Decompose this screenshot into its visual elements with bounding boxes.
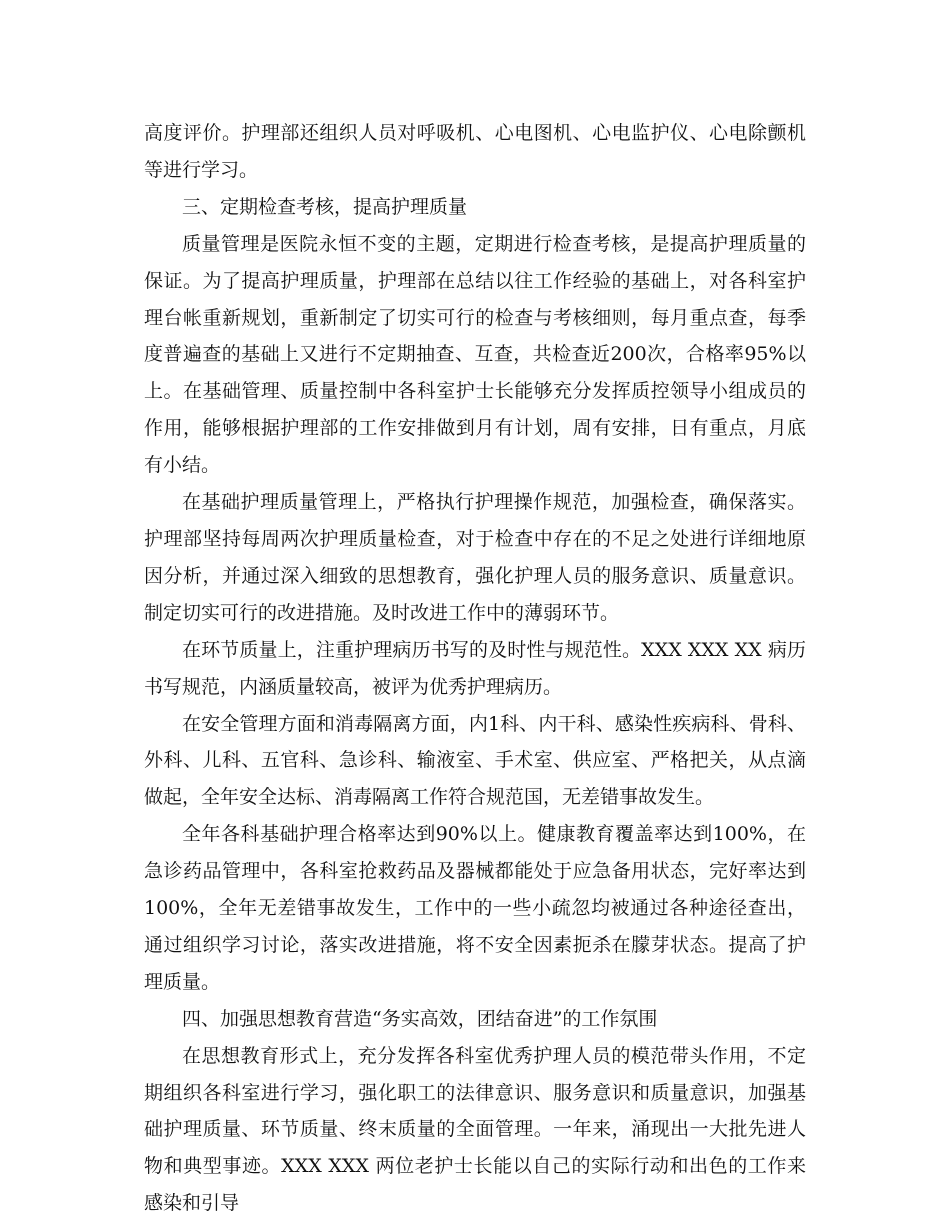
paragraph-annual-rates: 全年各科基础护理合格率达到90%以上。健康教育覆盖率达到100%，在急诊药品管理中，各科室抢救药品及器械都能处于应急备用状态，完好率达到100%，全年无差错事故发生，工作中的一些小疏忽均被通过各种途径查出，通过组织学习讨论，落实改进措施，将不安全因素扼杀在朦芽状态。提高了护理质量。 xyxy=(144,823,806,993)
paragraph-ideological-education: 在思想教育形式上，充分发挥各科室优秀护理人员的模范带头作用，不定期组织各科室进行学习，强化职工的法律意识、服务意识和质量意识，加强基础护理质量、环节质量、终末质量的全面管理。一年来，涌现出一大批先进人物和典型事迹。XXX XXX 两位老护士长能以自己的实际行动和出色的工作来感染和引导 xyxy=(144,1044,806,1215)
document-body xyxy=(144,115,806,1222)
paragraph-safety-management: 在安全管理方面和消毒隔离方面，内1科、内干科、感染性疾病科、骨科、外科、儿科、五官科、急诊科、输液室、手术室、供应室、严格把关，从点滴做起，全年安全达标、消毒隔离工作符合规范国，无差错事故发生。 xyxy=(144,712,806,809)
paragraph-continuation: 高度评价。护理部还组织人员对呼吸机、心电图机、心电监护仪、心电除颤机等进行学习。 xyxy=(144,122,806,181)
paragraph-link-quality: 在环节质量上，注重护理病历书写的及时性与规范性。XXX XXX XX 病历书写规范，内涵质量较高，被评为优秀护理病历。 xyxy=(144,638,806,698)
paragraph-quality-management: 质量管理是医院永恒不变的主题，定期进行检查考核，是提高护理质量的保证。为了提高护理质量，护理部在总结以往工作经验的基础上，对各科室护理台帐重新规划，重新制定了切实可行的检查与考核细则，每月重点查，每季度普遍查的基础上又进行不定期抽查、互查，共检查近200次，合格率95%以上。在基础管理、质量控制中各科室护士长能够充分发挥质控领导小组成员的作用，能够根据护理部的工作安排做到月有计划，周有安排，日有重点，月底有小结。 xyxy=(144,232,806,477)
paragraph-basic-nursing: 在基础护理质量管理上，严格执行护理操作规范，加强检查，确保落实。护理部坚持每周两次护理质量检查，对于检查中存在的不足之处进行详细地原因分析，并通过深入细致的思想教育，强化护理人员的服务意识、质量意识。制定切实可行的改进措施。及时改进工作中的薄弱环节。 xyxy=(144,491,806,624)
section-heading-three: 三、定期检查考核，提高护理质量 xyxy=(182,195,468,218)
section-heading-four: 四、加强思想教育营造“务实高效，团结奋进”的工作氛围 xyxy=(182,1007,658,1030)
